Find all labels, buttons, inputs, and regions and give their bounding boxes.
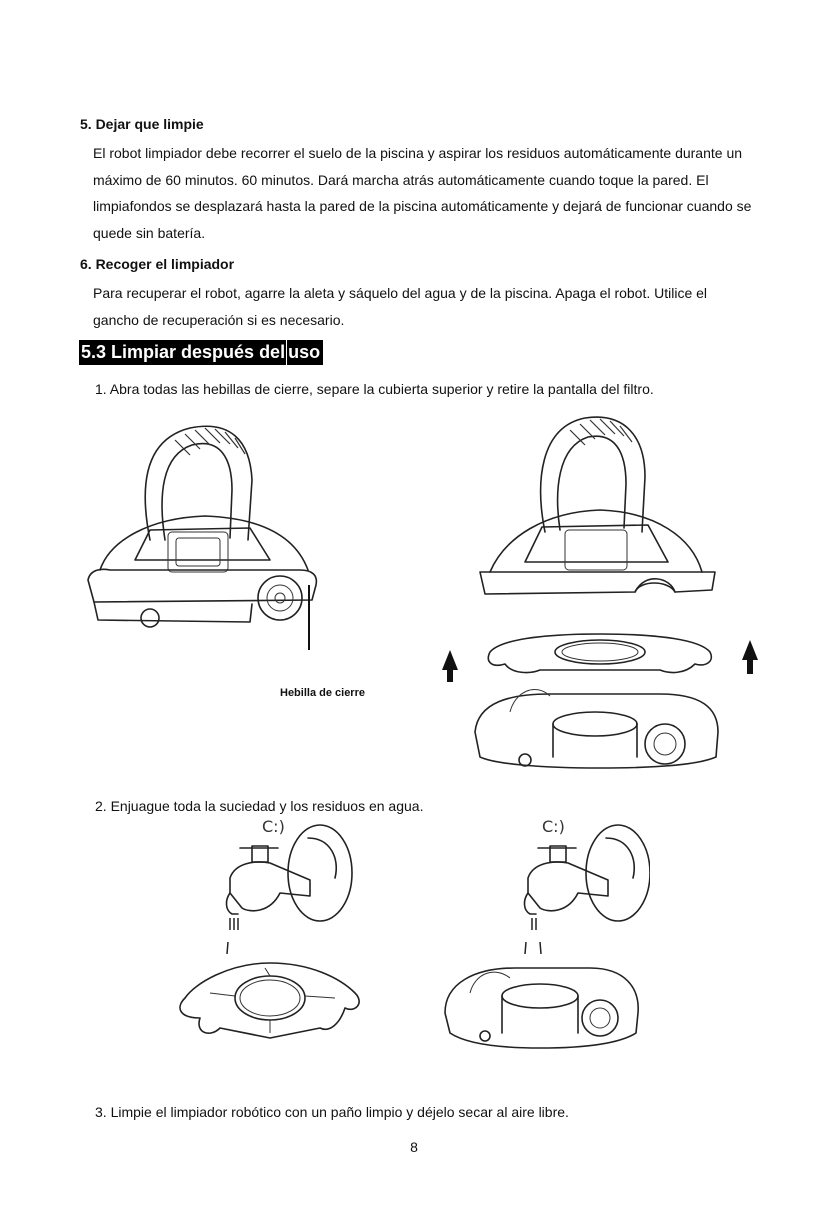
step-6-title: 6. Recoger el limpiador (80, 256, 235, 272)
svg-text:C:): C:) (542, 818, 565, 836)
robot-exploded-illustration (430, 412, 760, 797)
clean-step-1: 1. Abra todas las hebillas de cierre, separe la cubierta superior y retire la pantalla del filtro. (95, 381, 654, 397)
rinse-base-illustration (440, 818, 650, 1068)
section-heading-end: uso (288, 342, 321, 362)
clean-step-2: 2. Enjuague toda la suciedad y los residuos en agua. (95, 798, 424, 814)
section-heading (79, 340, 323, 365)
svg-text:C:): C:) (262, 818, 285, 836)
step-6-text: Para recuperar el robot, agarre la aleta y sáquelo del agua y de la piscina. Apaga el robot. Utilice el gancho de recuperación si es necesario. (93, 285, 708, 328)
step-5-title: 5. Dejar que limpie (80, 116, 204, 132)
buckle-caption: Hebilla de cierre (280, 687, 365, 699)
section-heading-main: 5.3 Limpiar después del (81, 342, 286, 362)
rinse-filter-illustration (170, 818, 380, 1068)
robot-assembled-illustration (80, 420, 330, 660)
step-5-text: El robot limpiador debe recorrer el suelo de la piscina y aspirar los residuos automáticamente durante un máximo de 60 minutos. 60 minutos. Dará marcha atrás automáticamente cuando toque la pared. El limpiafondos se desplazará hasta la pared de la piscina automáticamente y dejará de funcionar cuando se quede sin batería. (93, 145, 752, 241)
page-number: 8 (410, 1139, 418, 1155)
clean-step-3: 3. Limpie el limpiador robótico con un paño limpio y déjelo secar al aire libre. (95, 1104, 569, 1120)
